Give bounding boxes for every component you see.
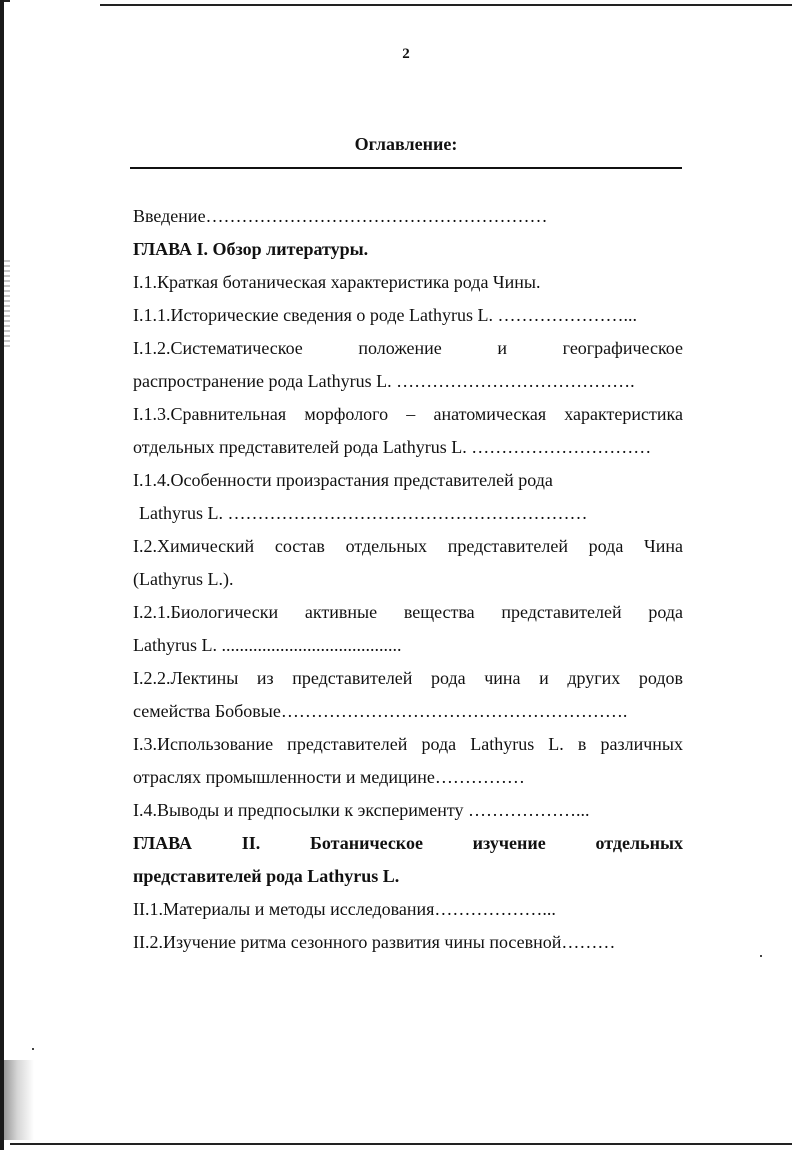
toc-chapter-1-heading[interactable]: ГЛАВА I. Обзор литературы. xyxy=(133,239,369,259)
scan-noise xyxy=(4,260,10,350)
toc-entry[interactable]: I.2.2.Лектины из представителей рода чина и других родов xyxy=(133,668,683,688)
toc-entry[interactable]: I.1.1.Исторические сведения о роде Lathyrus L. …………………... xyxy=(133,305,638,325)
toc-entry[interactable]: I.1.Краткая ботаническая характеристика рода Чины. xyxy=(133,272,541,292)
scan-speck xyxy=(760,955,762,957)
page-number: 2 xyxy=(402,46,410,62)
title-rule xyxy=(130,167,682,169)
toc-entry-continuation[interactable]: распространение рода Lathyrus L. …………………………………. xyxy=(133,371,635,391)
scan-bottom-edge xyxy=(10,1143,792,1145)
table-of-contents xyxy=(133,200,683,959)
toc-entry[interactable]: II.1.Материалы и методы исследования………………... xyxy=(133,899,556,919)
toc-chapter-2-heading[interactable]: ГЛАВА II. Ботаническое изучение отдельных xyxy=(133,833,683,853)
toc-entry-continuation[interactable]: Lathyrus L. ........................................ xyxy=(133,635,402,655)
toc-entry-continuation[interactable]: отраслях промышленности и медицине…………… xyxy=(133,767,525,787)
toc-entry[interactable]: II.2.Изучение ритма сезонного развития чины посевной……… xyxy=(133,932,616,952)
toc-entry-introduction[interactable]: Введение………………………………………………… xyxy=(133,206,548,226)
toc-entry[interactable]: I.1.3.Сравнительная морфолого – анатомическая характеристика xyxy=(133,404,683,424)
toc-entry-continuation[interactable]: отдельных представителей рода Lathyrus L. ………………………… xyxy=(133,437,652,457)
toc-entry[interactable]: I.1.4.Особенности произрастания представителей рода xyxy=(133,470,553,490)
toc-chapter-2-heading-continuation[interactable]: представителей рода Lathyrus L. xyxy=(133,866,400,886)
toc-entry[interactable]: I.4.Выводы и предпосылки к эксперименту ………………... xyxy=(133,800,590,820)
scan-noise xyxy=(4,1060,34,1140)
scan-left-edge xyxy=(0,0,4,1150)
toc-entry[interactable]: I.3.Использование представителей рода Lathyrus L. в различных xyxy=(133,734,683,754)
scan-speck xyxy=(32,1048,34,1050)
toc-entry-continuation[interactable]: семейства Бобовые…………………………………………………. xyxy=(133,701,628,721)
toc-entry[interactable]: I.2.1.Биологически активные вещества представителей рода xyxy=(133,602,683,622)
toc-entry-continuation[interactable]: (Lathyrus L.). xyxy=(133,569,234,589)
toc-entry-continuation[interactable]: Lathyrus L. …………………………………………………… xyxy=(139,503,588,523)
toc-entry[interactable]: I.2.Химический состав отдельных представителей рода Чина xyxy=(133,536,683,556)
toc-title: Оглавление: xyxy=(354,134,458,154)
scan-top-edge xyxy=(100,4,792,6)
scan-corner-mark xyxy=(4,0,10,16)
toc-entry[interactable]: I.1.2.Систематическое положение и географическое xyxy=(133,338,683,358)
